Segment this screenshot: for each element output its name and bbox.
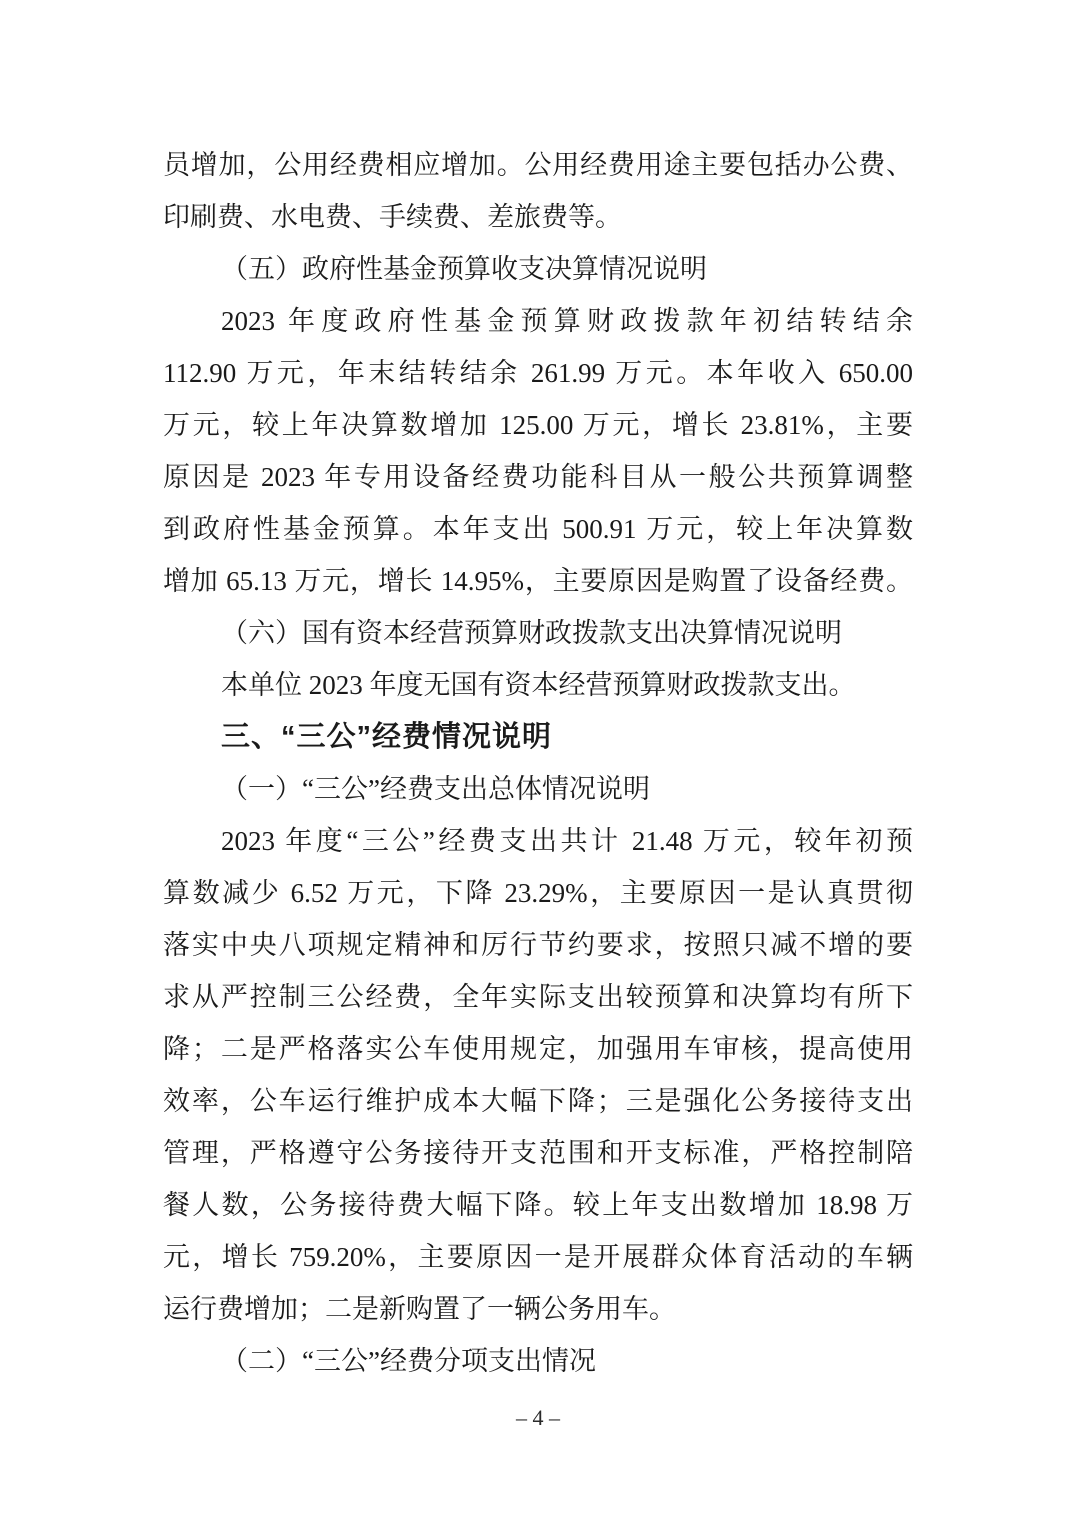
heading-subsection-2: （二）“三公”经费分项支出情况	[221, 1346, 596, 1376]
body-line: 印刷费、水电费、手续费、差旅费等。	[163, 202, 622, 232]
body-line: 本单位 2023 年度无国有资本经营预算财政拨款支出。	[221, 670, 856, 700]
body-line: 落实中央八项规定精神和厉行节约要求，按照只减不增的要	[163, 930, 913, 960]
body-line: 万元，较上年决算数增加 125.00 万元，增长 23.81%，主要	[163, 410, 913, 440]
body-line: 管理，严格遵守公务接待开支范围和开支标准，严格控制陪	[163, 1138, 913, 1168]
body-line: 效率，公车运行维护成本大幅下降；三是强化公务接待支出	[163, 1086, 913, 1116]
body-line: 求从严控制三公经费，全年实际支出较预算和决算均有所下	[163, 982, 913, 1012]
body-line: 员增加，公用经费相应增加。公用经费用途主要包括办公费、	[163, 150, 913, 180]
heading-subsection-1: （一）“三公”经费支出总体情况说明	[221, 774, 650, 804]
body-line: 原因是 2023 年专用设备经费功能科目从一般公共预算调整	[163, 462, 913, 492]
body-line: 2023 年度政府性基金预算财政拨款年初结转结余	[221, 306, 913, 336]
body-line: 元，增长 759.20%，主要原因一是开展群众体育活动的车辆	[163, 1242, 913, 1272]
heading-part-3: 三、“三公”经费情况说明	[221, 721, 553, 753]
page-number: – 4 –	[516, 1405, 560, 1430]
body-line: 增加 65.13 万元，增长 14.95%，主要原因是购置了设备经费。	[163, 566, 913, 596]
body-line: 餐人数，公务接待费大幅下降。较上年支出数增加 18.98 万	[163, 1190, 913, 1220]
body-line: 算数减少 6.52 万元，下降 23.29%，主要原因一是认真贯彻	[163, 878, 913, 908]
body-line: 运行费增加；二是新购置了一辆公务用车。	[163, 1294, 676, 1324]
body-line: 降；二是严格落实公车使用规定，加强用车审核，提高使用	[163, 1034, 913, 1064]
heading-section-5: （五）政府性基金预算收支决算情况说明	[221, 254, 707, 284]
body-line: 112.90 万元，年末结转结余 261.99 万元。本年收入 650.00	[163, 358, 913, 388]
heading-section-6: （六）国有资本经营预算财政拨款支出决算情况说明	[221, 618, 842, 648]
body-line: 到政府性基金预算。本年支出 500.91 万元，较上年决算数	[163, 514, 913, 544]
body-line: 2023 年度“三公”经费支出共计 21.48 万元，较年初预	[221, 826, 913, 856]
